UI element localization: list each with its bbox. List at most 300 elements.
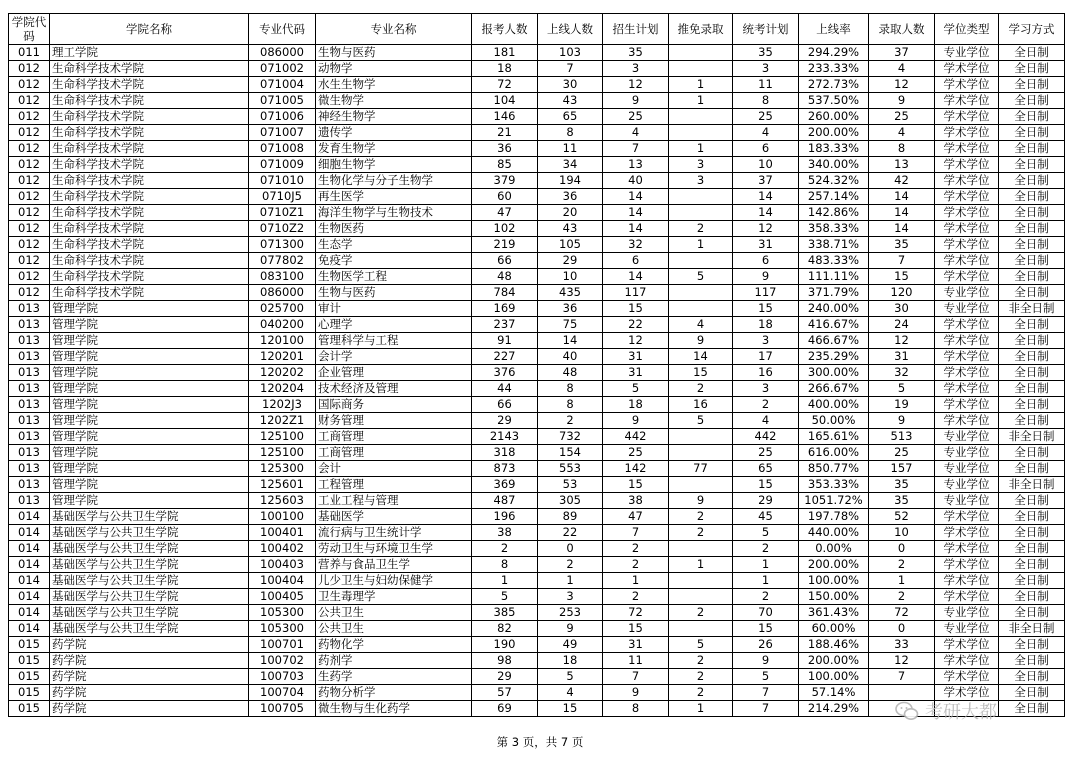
table-cell: 100405 xyxy=(249,589,316,605)
table-cell: 25 xyxy=(733,445,799,461)
table-cell: 157 xyxy=(869,461,935,477)
table-cell: 100402 xyxy=(249,541,316,557)
table-cell: 553 xyxy=(538,461,603,477)
table-cell: 012 xyxy=(9,285,50,301)
table-cell: 49 xyxy=(538,637,603,653)
table-cell: 学术学位 xyxy=(935,253,999,269)
table-cell: 全日制 xyxy=(999,445,1065,461)
table-cell: 100705 xyxy=(249,701,316,717)
table-cell: 营养与食品卫生学 xyxy=(316,557,472,573)
table-cell: 动物学 xyxy=(316,61,472,77)
table-cell: 36 xyxy=(538,301,603,317)
table-cell: 071002 xyxy=(249,61,316,77)
table-cell: 全日制 xyxy=(999,669,1065,685)
table-cell: 125601 xyxy=(249,477,316,493)
table-cell: 全日制 xyxy=(999,285,1065,301)
table-cell: 196 xyxy=(472,509,538,525)
table-cell: 31 xyxy=(869,349,935,365)
table-cell: 0 xyxy=(869,541,935,557)
table-cell: 013 xyxy=(9,349,50,365)
table-cell: 药学院 xyxy=(50,701,249,717)
table-cell xyxy=(669,573,733,589)
table-cell: 生物化学与分子生物学 xyxy=(316,173,472,189)
table-cell: 235.29% xyxy=(799,349,869,365)
table-cell: 013 xyxy=(9,445,50,461)
table-cell: 014 xyxy=(9,573,50,589)
table-cell: 全日制 xyxy=(999,173,1065,189)
table-cell: 全日制 xyxy=(999,205,1065,221)
table-cell: 0 xyxy=(869,621,935,637)
table-cell: 38 xyxy=(603,493,669,509)
table-cell: 专业学位 xyxy=(935,493,999,509)
table-cell: 15 xyxy=(538,701,603,717)
table-cell: 071005 xyxy=(249,93,316,109)
table-cell: 学术学位 xyxy=(935,189,999,205)
table-cell: 294.29% xyxy=(799,45,869,61)
table-cell: 7 xyxy=(733,685,799,701)
table-cell: 117 xyxy=(603,285,669,301)
table-cell: 012 xyxy=(9,157,50,173)
watermark xyxy=(895,698,997,724)
table-cell: 102 xyxy=(472,221,538,237)
table-cell: 071007 xyxy=(249,125,316,141)
table-cell: 学术学位 xyxy=(935,589,999,605)
table-cell: 8 xyxy=(603,701,669,717)
table-cell: 37 xyxy=(869,45,935,61)
table-cell: 生命科学技术学院 xyxy=(50,221,249,237)
table-cell: 理工学院 xyxy=(50,45,249,61)
table-row xyxy=(9,429,1065,445)
table-cell: 29 xyxy=(472,413,538,429)
table-cell: 125100 xyxy=(249,445,316,461)
column-header: 学习方式 xyxy=(999,14,1065,45)
table-cell: 214.29% xyxy=(799,701,869,717)
table-cell xyxy=(669,429,733,445)
table-cell: 1 xyxy=(603,573,669,589)
table-cell: 338.71% xyxy=(799,237,869,253)
table-cell: 全日制 xyxy=(999,541,1065,557)
table-cell: 管理学院 xyxy=(50,317,249,333)
table-cell: 14 xyxy=(733,189,799,205)
table-cell: 466.67% xyxy=(799,333,869,349)
table-cell: 014 xyxy=(9,525,50,541)
table-cell: 015 xyxy=(9,701,50,717)
table-cell: 管理学院 xyxy=(50,477,249,493)
table-cell: 014 xyxy=(9,621,50,637)
table-cell: 9 xyxy=(603,413,669,429)
table-cell: 42 xyxy=(869,173,935,189)
table-cell: 学术学位 xyxy=(935,93,999,109)
table-cell: 75 xyxy=(538,317,603,333)
table-cell: 2 xyxy=(669,221,733,237)
table-row xyxy=(9,573,1065,589)
table-cell: 全日制 xyxy=(999,637,1065,653)
table-cell: 120204 xyxy=(249,381,316,397)
table-cell: 2 xyxy=(669,381,733,397)
table-cell: 013 xyxy=(9,397,50,413)
table-cell: 72 xyxy=(472,77,538,93)
table-cell: 2 xyxy=(669,653,733,669)
table-cell: 药学院 xyxy=(50,653,249,669)
table-cell: 水生生物学 xyxy=(316,77,472,93)
table-cell: 37 xyxy=(733,173,799,189)
table-cell: 3 xyxy=(733,61,799,77)
table-cell: 非全日制 xyxy=(999,477,1065,493)
table-cell: 200.00% xyxy=(799,653,869,669)
table-cell: 012 xyxy=(9,125,50,141)
table-cell: 技术经济及管理 xyxy=(316,381,472,397)
table-cell: 29 xyxy=(733,493,799,509)
table-cell: 105300 xyxy=(249,605,316,621)
table-cell: 400.00% xyxy=(799,397,869,413)
table-cell: 33 xyxy=(869,637,935,653)
table-cell: 15 xyxy=(733,621,799,637)
table-cell: 全日制 xyxy=(999,253,1065,269)
table-cell: 7 xyxy=(603,141,669,157)
table-cell: 100.00% xyxy=(799,573,869,589)
table-cell: 014 xyxy=(9,541,50,557)
table-cell: 2 xyxy=(669,525,733,541)
table-cell: 专业学位 xyxy=(935,45,999,61)
table-cell: 12 xyxy=(603,333,669,349)
table-cell: 353.33% xyxy=(799,477,869,493)
table-cell xyxy=(669,445,733,461)
table-cell xyxy=(669,477,733,493)
table-cell: 071010 xyxy=(249,173,316,189)
table-cell: 海洋生物学与生物技术 xyxy=(316,205,472,221)
table-cell: 10 xyxy=(869,525,935,541)
table-cell: 15 xyxy=(733,301,799,317)
table-cell: 31 xyxy=(603,349,669,365)
table-cell: 全日制 xyxy=(999,189,1065,205)
table-cell: 12 xyxy=(603,77,669,93)
table-cell: 生命科学技术学院 xyxy=(50,285,249,301)
table-cell: 基础医学与公共卫生学院 xyxy=(50,557,249,573)
table-cell xyxy=(669,189,733,205)
table-cell: 012 xyxy=(9,189,50,205)
table-cell: 11 xyxy=(603,653,669,669)
table-cell: 4 xyxy=(603,125,669,141)
table-cell: 药物分析学 xyxy=(316,685,472,701)
table-cell: 65 xyxy=(733,461,799,477)
table-cell: 013 xyxy=(9,365,50,381)
table-cell: 305 xyxy=(538,493,603,509)
table-cell: 012 xyxy=(9,221,50,237)
table-cell: 国际商务 xyxy=(316,397,472,413)
table-cell: 013 xyxy=(9,477,50,493)
table-cell: 015 xyxy=(9,637,50,653)
table-row xyxy=(9,221,1065,237)
table-cell: 9 xyxy=(603,93,669,109)
table-cell: 442 xyxy=(733,429,799,445)
table-cell: 10 xyxy=(538,269,603,285)
table-cell: 2 xyxy=(869,557,935,573)
table-cell: 4 xyxy=(538,685,603,701)
table-cell: 管理学院 xyxy=(50,445,249,461)
table-cell: 9 xyxy=(669,493,733,509)
table-row xyxy=(9,93,1065,109)
table-cell: 117 xyxy=(733,285,799,301)
table-cell xyxy=(669,301,733,317)
table-cell: 169 xyxy=(472,301,538,317)
table-cell: 发育生物学 xyxy=(316,141,472,157)
table-cell: 40 xyxy=(603,173,669,189)
table-cell: 086000 xyxy=(249,45,316,61)
table-cell: 1 xyxy=(669,557,733,573)
table-cell: 100703 xyxy=(249,669,316,685)
table-cell: 120100 xyxy=(249,333,316,349)
column-header: 学院名称 xyxy=(50,14,249,45)
table-cell: 77 xyxy=(669,461,733,477)
table-row xyxy=(9,477,1065,493)
table-cell: 学术学位 xyxy=(935,349,999,365)
column-header: 专业代码 xyxy=(249,14,316,45)
table-cell: 管理学院 xyxy=(50,333,249,349)
table-cell: 188.46% xyxy=(799,637,869,653)
table-cell: 086000 xyxy=(249,285,316,301)
table-cell: 非全日制 xyxy=(999,429,1065,445)
table-cell: 5 xyxy=(869,381,935,397)
table-cell: 012 xyxy=(9,173,50,189)
table-cell: 18 xyxy=(472,61,538,77)
table-cell: 35 xyxy=(869,477,935,493)
table-cell: 专业学位 xyxy=(935,285,999,301)
table-cell: 全日制 xyxy=(999,349,1065,365)
table-cell: 025700 xyxy=(249,301,316,317)
table-cell: 管理科学与工程 xyxy=(316,333,472,349)
table-cell: 管理学院 xyxy=(50,493,249,509)
table-cell: 学术学位 xyxy=(935,397,999,413)
table-cell: 9 xyxy=(603,685,669,701)
table-cell: 基础医学与公共卫生学院 xyxy=(50,621,249,637)
table-cell: 2 xyxy=(538,413,603,429)
table-cell: 生物医学工程 xyxy=(316,269,472,285)
table-cell: 全日制 xyxy=(999,45,1065,61)
table-cell: 生命科学技术学院 xyxy=(50,125,249,141)
table-cell: 35 xyxy=(869,493,935,509)
table-cell: 44 xyxy=(472,381,538,397)
table-cell: 616.00% xyxy=(799,445,869,461)
table-cell: 药学院 xyxy=(50,685,249,701)
table-cell: 487 xyxy=(472,493,538,509)
table-cell: 2 xyxy=(603,589,669,605)
table-cell: 基础医学与公共卫生学院 xyxy=(50,573,249,589)
table-cell: 077802 xyxy=(249,253,316,269)
table-cell: 生命科学技术学院 xyxy=(50,237,249,253)
table-cell: 200.00% xyxy=(799,557,869,573)
table-cell: 5 xyxy=(603,381,669,397)
table-cell: 专业学位 xyxy=(935,621,999,637)
table-cell: 1 xyxy=(472,573,538,589)
table-cell: 13 xyxy=(603,157,669,173)
table-row xyxy=(9,125,1065,141)
table-cell: 197.78% xyxy=(799,509,869,525)
watermark-text: 考研大都 xyxy=(925,702,997,723)
table-cell: 013 xyxy=(9,301,50,317)
table-cell: 34 xyxy=(538,157,603,173)
table-cell: 16 xyxy=(733,365,799,381)
table-cell xyxy=(669,541,733,557)
table-cell: 4 xyxy=(733,413,799,429)
table-cell: 生物与医药 xyxy=(316,45,472,61)
table-cell: 25 xyxy=(733,109,799,125)
table-cell: 52 xyxy=(869,509,935,525)
table-cell: 253 xyxy=(538,605,603,621)
table-cell: 72 xyxy=(869,605,935,621)
table-row xyxy=(9,621,1065,637)
table-row xyxy=(9,445,1065,461)
table-cell: 19 xyxy=(869,397,935,413)
table-cell: 14 xyxy=(603,205,669,221)
table-cell: 25 xyxy=(603,109,669,125)
table-cell: 专业学位 xyxy=(935,301,999,317)
table-cell: 药物化学 xyxy=(316,637,472,653)
table-cell: 13 xyxy=(869,157,935,173)
table-cell: 483.33% xyxy=(799,253,869,269)
table-cell: 071004 xyxy=(249,77,316,93)
table-cell: 91 xyxy=(472,333,538,349)
table-cell: 管理学院 xyxy=(50,413,249,429)
table-cell: 2 xyxy=(733,541,799,557)
table-cell: 300.00% xyxy=(799,365,869,381)
table-cell: 233.33% xyxy=(799,61,869,77)
table-cell: 学术学位 xyxy=(935,573,999,589)
table-cell: 学术学位 xyxy=(935,77,999,93)
table-cell: 2 xyxy=(472,541,538,557)
table-cell: 生命科学技术学院 xyxy=(50,253,249,269)
table-cell: 14 xyxy=(869,205,935,221)
table-cell: 14 xyxy=(869,189,935,205)
table-cell: 85 xyxy=(472,157,538,173)
table-cell: 784 xyxy=(472,285,538,301)
table-cell: 0710Z2 xyxy=(249,221,316,237)
table-cell: 100701 xyxy=(249,637,316,653)
table-row xyxy=(9,61,1065,77)
table-cell: 100401 xyxy=(249,525,316,541)
table-cell: 生物与医药 xyxy=(316,285,472,301)
table-cell: 会计 xyxy=(316,461,472,477)
table-cell: 29 xyxy=(472,669,538,685)
table-cell: 125300 xyxy=(249,461,316,477)
table-cell: 237 xyxy=(472,317,538,333)
table-cell: 8 xyxy=(472,557,538,573)
table-cell: 生命科学技术学院 xyxy=(50,109,249,125)
table-cell: 2143 xyxy=(472,429,538,445)
table-cell: 全日制 xyxy=(999,557,1065,573)
table-cell: 105 xyxy=(538,237,603,253)
table-cell xyxy=(669,125,733,141)
table-cell: 17 xyxy=(733,349,799,365)
table-cell: 12 xyxy=(869,653,935,669)
table-cell: 非全日制 xyxy=(999,301,1065,317)
table-cell: 0.00% xyxy=(799,541,869,557)
table-cell: 120 xyxy=(869,285,935,301)
table-cell: 013 xyxy=(9,333,50,349)
table-cell: 免疫学 xyxy=(316,253,472,269)
table-cell: 15 xyxy=(603,621,669,637)
table-cell: 30 xyxy=(538,77,603,93)
table-cell: 012 xyxy=(9,77,50,93)
table-cell: 015 xyxy=(9,685,50,701)
table-cell: 全日制 xyxy=(999,237,1065,253)
table-cell: 25 xyxy=(869,109,935,125)
table-cell: 全日制 xyxy=(999,381,1065,397)
table-cell: 1 xyxy=(669,93,733,109)
table-cell: 435 xyxy=(538,285,603,301)
table-cell: 15 xyxy=(669,365,733,381)
table-cell: 5 xyxy=(733,525,799,541)
table-cell: 学术学位 xyxy=(935,413,999,429)
table-cell: 16 xyxy=(669,397,733,413)
table-cell: 25 xyxy=(603,445,669,461)
table-cell: 0710J5 xyxy=(249,189,316,205)
table-cell: 1 xyxy=(669,141,733,157)
table-cell: 全日制 xyxy=(999,93,1065,109)
table-cell: 12 xyxy=(869,77,935,93)
table-cell: 心理学 xyxy=(316,317,472,333)
table-cell: 2 xyxy=(669,509,733,525)
table-cell: 47 xyxy=(603,509,669,525)
table-cell: 管理学院 xyxy=(50,429,249,445)
table-cell: 2 xyxy=(603,557,669,573)
table-cell: 劳动卫生与环境卫生学 xyxy=(316,541,472,557)
table-cell: 524.32% xyxy=(799,173,869,189)
table-cell: 7 xyxy=(869,669,935,685)
table-cell: 基础医学与公共卫生学院 xyxy=(50,525,249,541)
table-cell: 40 xyxy=(538,349,603,365)
table-cell: 专业学位 xyxy=(935,445,999,461)
table-cell: 25 xyxy=(869,445,935,461)
table-cell: 18 xyxy=(538,653,603,669)
table-cell: 9 xyxy=(869,413,935,429)
table-cell: 生命科学技术学院 xyxy=(50,93,249,109)
table-cell: 学术学位 xyxy=(935,157,999,173)
table-cell: 18 xyxy=(733,317,799,333)
table-cell: 012 xyxy=(9,237,50,253)
table-row xyxy=(9,205,1065,221)
table-cell: 细胞生物学 xyxy=(316,157,472,173)
table-cell: 36 xyxy=(472,141,538,157)
table-cell: 24 xyxy=(869,317,935,333)
table-row xyxy=(9,269,1065,285)
table-cell: 850.77% xyxy=(799,461,869,477)
table-cell: 专业学位 xyxy=(935,477,999,493)
table-cell: 272.73% xyxy=(799,77,869,93)
table-cell: 66 xyxy=(472,397,538,413)
table-cell xyxy=(669,621,733,637)
table-cell: 1 xyxy=(733,573,799,589)
table-cell: 442 xyxy=(603,429,669,445)
table-cell: 57.14% xyxy=(799,685,869,701)
table-cell: 全日制 xyxy=(999,141,1065,157)
table-cell: 69 xyxy=(472,701,538,717)
table-cell: 266.67% xyxy=(799,381,869,397)
table-cell: 管理学院 xyxy=(50,301,249,317)
table-cell: 125603 xyxy=(249,493,316,509)
table-row xyxy=(9,525,1065,541)
table-cell: 358.33% xyxy=(799,221,869,237)
table-row xyxy=(9,237,1065,253)
table-cell: 2 xyxy=(669,669,733,685)
table-cell: 14 xyxy=(603,189,669,205)
table-cell: 29 xyxy=(538,253,603,269)
table-cell: 013 xyxy=(9,381,50,397)
table-cell: 5 xyxy=(669,637,733,653)
table-cell: 416.67% xyxy=(799,317,869,333)
table-cell: 工商管理 xyxy=(316,445,472,461)
table-cell: 2 xyxy=(733,397,799,413)
table-cell: 全日制 xyxy=(999,109,1065,125)
